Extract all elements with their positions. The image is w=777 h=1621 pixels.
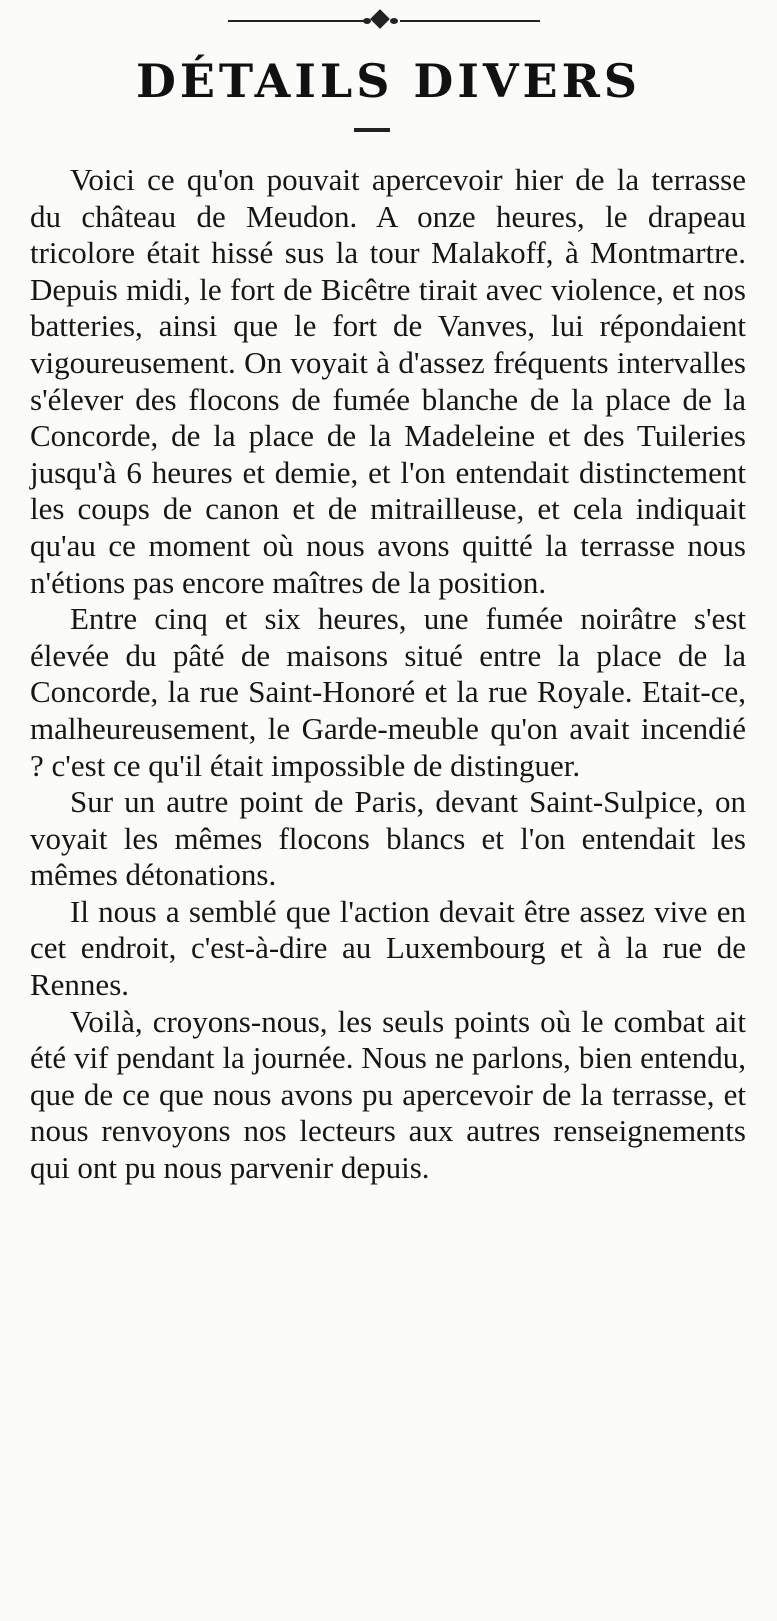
ornament-tip-right bbox=[390, 18, 398, 24]
paragraph-3: Sur un autre point de Paris, devant Saint-Sulpice, on voyait les mêmes flocons blancs et l'on entendait les mêmes détonations. bbox=[30, 784, 746, 893]
article-body bbox=[30, 162, 746, 1187]
paragraph-1: Voici ce qu'on pouvait apercevoir hier de la terrasse du château de Meudon. A onze heures, le drapeau tricolore était hissé sus la tour Malakoff, à Montmartre. Depuis midi, le fort de Bicêtre tirait avec violence, et nos batteries, ainsi que le fort de Vanves, lui répondaient vigoureusement. On voyait à d'assez fréquents intervalles s'élever des flocons de fumée blanche de la place de la Concorde, de la place de la Madeleine et des Tuileries jusqu'à 6 heures et demie, et l'on entendait distinctement les coups de canon et de mitrailleuse, et cela indiquait qu'au ce moment où nous avons quitté la terrasse nous n'étions pas encore maîtres de la position. bbox=[30, 162, 746, 600]
ornament-diamond bbox=[370, 9, 390, 29]
ornament-rule-left bbox=[228, 20, 368, 22]
title-separator bbox=[354, 128, 390, 132]
ornament-rule-right bbox=[400, 20, 540, 22]
paragraph-4: Il nous a semblé que l'action devait être assez vive en cet endroit, c'est-à-dire au Luxembourg et à la rue de Rennes. bbox=[30, 893, 746, 1003]
paragraph-2: Entre cinq et six heures, une fumée noirâtre s'est élevée du pâté de maisons situé entre la place de la Concorde, la rue Saint-Honoré et la rue Royale. Etait-ce, malheureusement, le Garde-meuble qu'on avait incendié ? c'est ce qu'il était impossible de distinguer. bbox=[30, 601, 746, 783]
paragraph-5: Voilà, croyons-nous, les seuls points où le combat ait été vif pendant la journée. Nous ne parlons, bien entendu, que de ce que nous avons pu apercevoir de la terrasse, et nous renvoyons nos lecteurs aux autres renseignements qui ont pu nous parvenir depuis. bbox=[30, 1003, 746, 1186]
article-title: DÉTAILS DIVERS bbox=[135, 54, 642, 108]
ornamental-rule bbox=[228, 8, 540, 34]
